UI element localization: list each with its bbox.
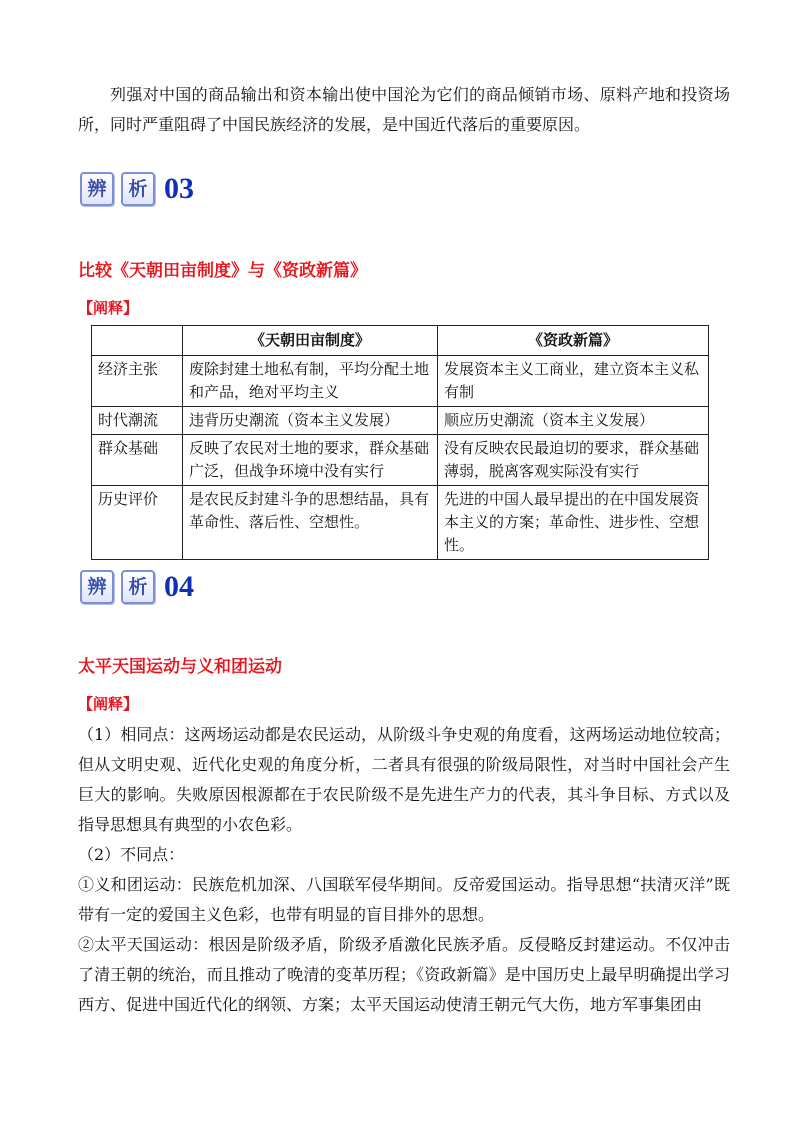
table-cell: 发展资本主义工商业，建立资本主义私有制 xyxy=(438,356,709,407)
section-badge-03 xyxy=(80,172,194,206)
paragraph-similarities: （1）相同点：这两场运动都是农民运动，从阶级斗争史观的角度看，这两场运动地位较高；但从文明史观、近代化史观的角度分析，二者具有很强的阶级局限性，对当时中国社会产生巨大的影响。失败原因根源都在于农民阶级不是先进生产力的代表，其斗争目标、方式以及指导思想具有典型的小农色彩。 xyxy=(78,725,730,834)
table-row-label: 群众基础 xyxy=(92,435,183,486)
badge-char-xi: 析 xyxy=(121,570,155,604)
table-cell: 反映了农民对土地的要求，群众基础广泛，但战争环境中没有实行 xyxy=(183,435,438,486)
table-row-label: 经济主张 xyxy=(92,356,183,407)
table-cell: 没有反映农民最迫切的要求，群众基础薄弱，脱离客观实际没有实行 xyxy=(438,435,709,486)
table-header-zizheng: 《资政新篇》 xyxy=(438,326,709,356)
badge-char-bian: 辨 xyxy=(80,172,114,206)
table-row xyxy=(92,435,709,486)
table-cell: 顺应历史潮流（资本主义发展） xyxy=(438,407,709,435)
section-badge-04 xyxy=(80,570,194,604)
table-row xyxy=(92,356,709,407)
paragraph-boxer: ①义和团运动：民族危机加深、八国联军侵华期间。反帝爱国运动。指导思想“扶清灭洋”既带有一定的爱国主义色彩，也带有明显的盲目排外的思想。 xyxy=(78,875,730,924)
table-row xyxy=(92,407,709,435)
badge-char-xi: 析 xyxy=(121,172,155,206)
note-label-03: 【阐释】 xyxy=(78,299,139,317)
paragraph-taiping: ②太平天国运动：根因是阶级矛盾，阶级矛盾激化民族矛盾。反侵略反封建运动。不仅冲击了清王朝的统治，而且推动了晚清的变革历程；《资政新篇》是中国历史上最早明确提出学习西方、促进中国近代化的纲领、方案；太平天国运动使清王朝元气大伤，地方军事集团由 xyxy=(78,935,730,1014)
badge-char-bian: 辨 xyxy=(80,570,114,604)
badge-number: 03 xyxy=(164,172,194,205)
table-cell: 先进的中国人最早提出的在中国发展资本主义的方案；革命性、进步性、空想性。 xyxy=(438,486,709,560)
table-cell: 违背历史潮流（资本主义发展） xyxy=(183,407,438,435)
table-row xyxy=(92,486,709,560)
table-header-empty xyxy=(92,326,183,356)
section-title-03: 比较《天朝田亩制度》与《资政新篇》 xyxy=(78,261,367,281)
paragraph-differences-heading: （2）不同点： xyxy=(78,845,185,864)
table-cell: 是农民反封建斗争的思想结晶，具有革命性、落后性、空想性。 xyxy=(183,486,438,560)
table-header-row xyxy=(92,326,709,356)
note-label-04: 【阐释】 xyxy=(78,695,139,713)
table-header-tianchao: 《天朝田亩制度》 xyxy=(183,326,438,356)
section-04-body xyxy=(0,720,730,1020)
badge-number: 04 xyxy=(164,570,194,603)
table-row-label: 时代潮流 xyxy=(92,407,183,435)
section-title-04: 太平天国运动与义和团运动 xyxy=(78,657,282,677)
intro-paragraph: 列强对中国的商品输出和资本输出使中国沦为它们的商品倾销市场、原料产地和投资场所，同时严重阻碍了中国民族经济的发展，是中国近代落后的重要原因。 xyxy=(78,85,730,134)
table-cell: 废除封建土地私有制，平均分配土地和产品，绝对平均主义 xyxy=(183,356,438,407)
table-row-label: 历史评价 xyxy=(92,486,183,560)
comparison-table xyxy=(91,325,709,560)
